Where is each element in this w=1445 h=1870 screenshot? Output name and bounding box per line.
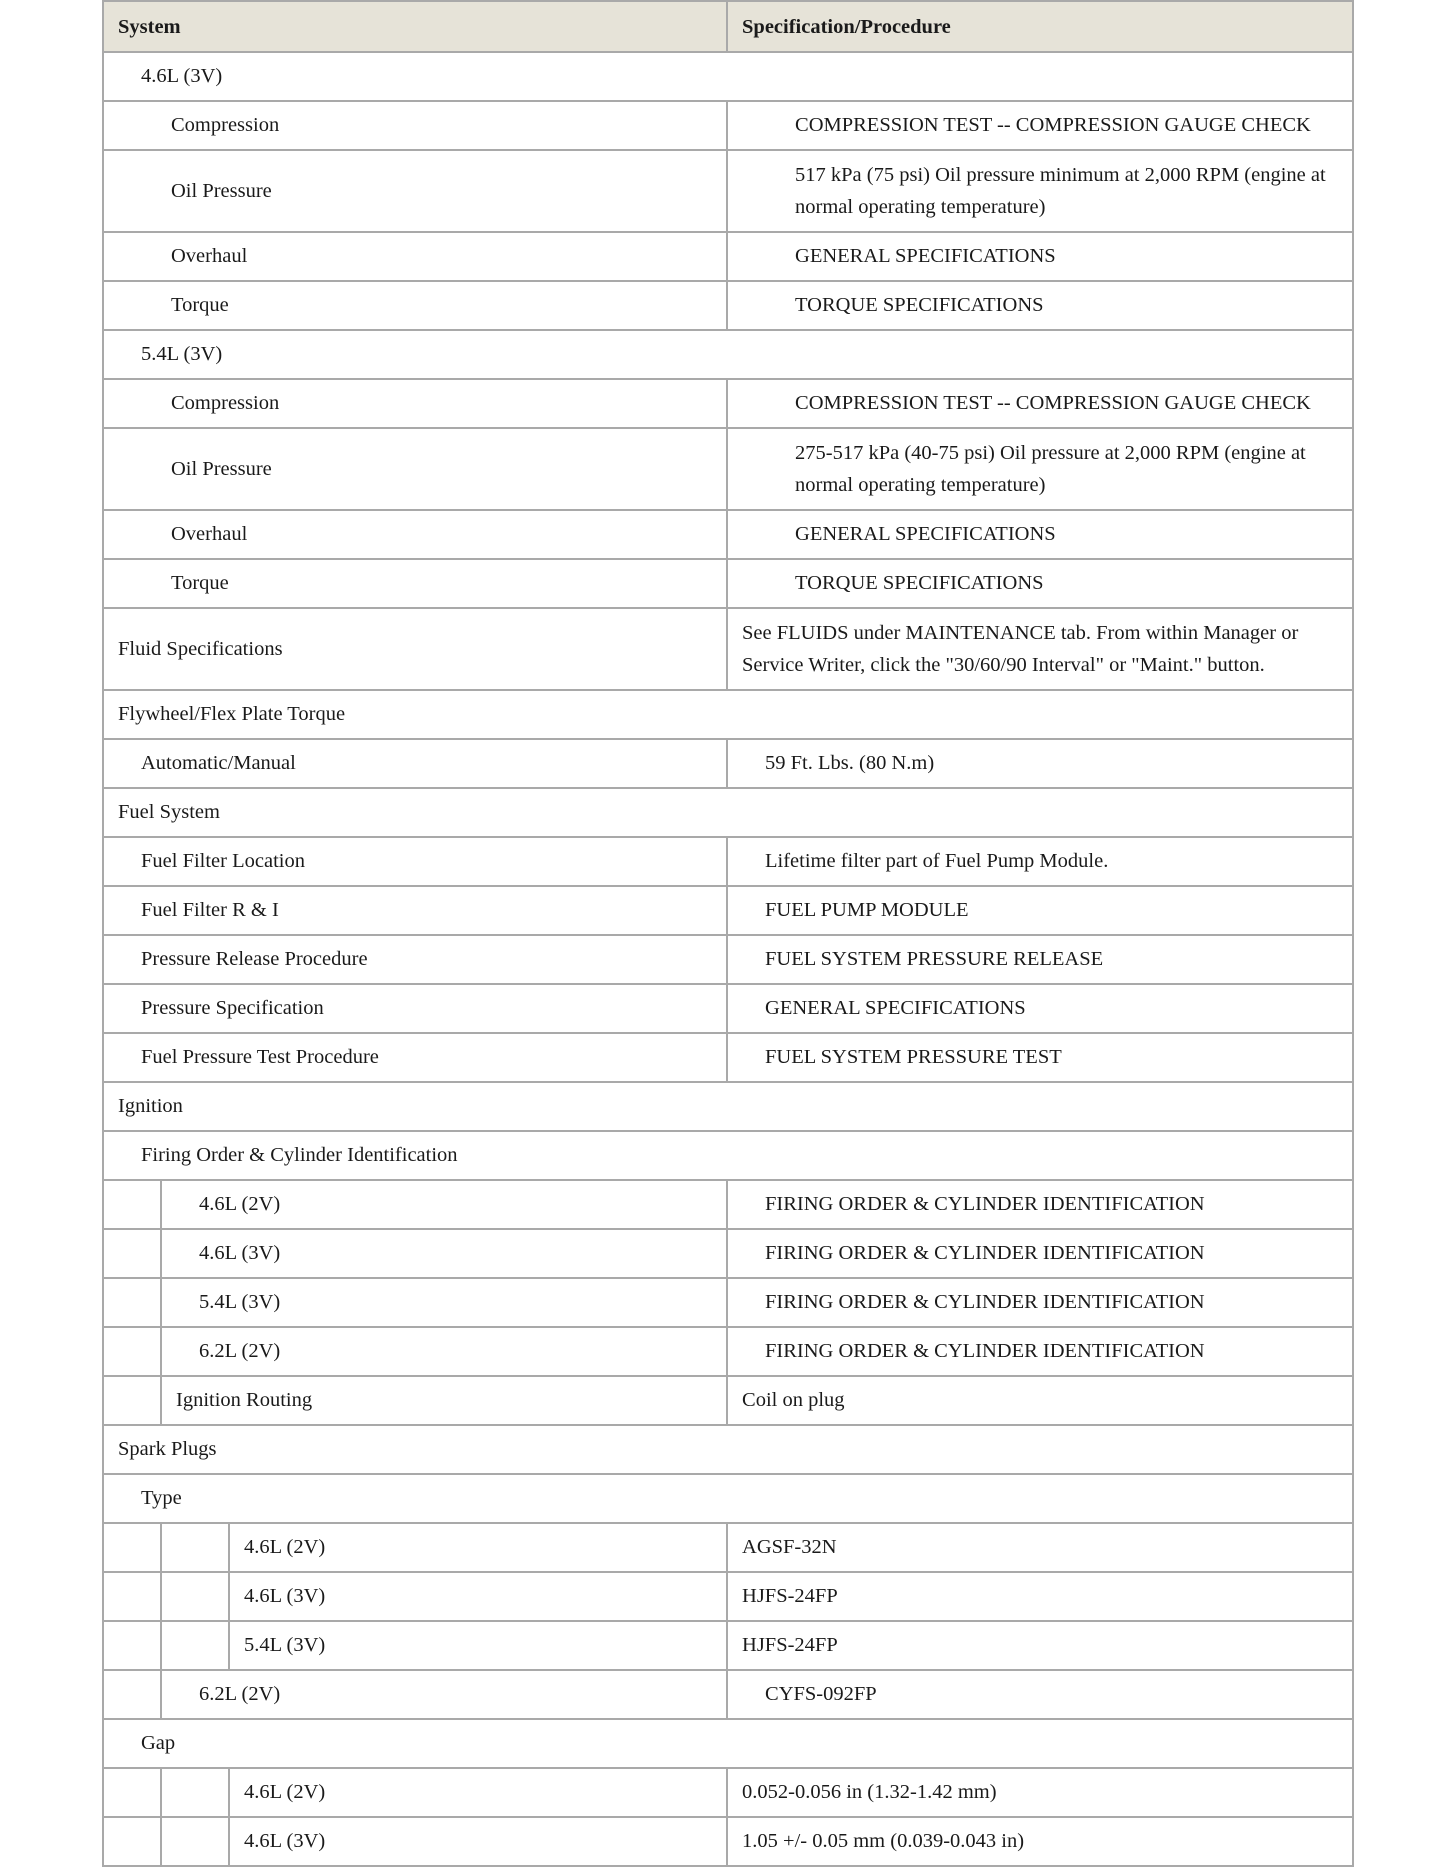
spec-cell: HJFS-24FP	[727, 1572, 1353, 1621]
spec-cell: COMPRESSION TEST -- COMPRESSION GAUGE CHECK	[727, 379, 1353, 428]
table-row	[103, 886, 1353, 935]
table-row	[103, 739, 1353, 788]
indent-cell	[103, 1327, 161, 1376]
table-row	[103, 101, 1353, 150]
group-label: Firing Order & Cylinder Identification	[103, 1131, 1353, 1180]
table-row	[103, 510, 1353, 559]
spec-cell: 275-517 kPa (40-75 psi) Oil pressure at 2,000 RPM (engine at normal operating temperature)	[727, 428, 1353, 510]
indent-cell	[161, 1621, 229, 1670]
spec-cell: FUEL SYSTEM PRESSURE TEST	[727, 1033, 1353, 1082]
system-cell: 6.2L (2V)	[161, 1327, 727, 1376]
indent-cell	[103, 1670, 161, 1719]
table-row	[103, 150, 1353, 232]
table-row	[103, 1278, 1353, 1327]
system-cell: 6.2L (2V)	[161, 1670, 727, 1719]
table-row	[103, 935, 1353, 984]
spec-cell: 517 kPa (75 psi) Oil pressure minimum at 2,000 RPM (engine at normal operating temperature)	[727, 150, 1353, 232]
table-row	[103, 1327, 1353, 1376]
table-row	[103, 1229, 1353, 1278]
table-row	[103, 281, 1353, 330]
system-cell: 5.4L (3V)	[161, 1278, 727, 1327]
system-cell: Compression	[103, 101, 727, 150]
spec-cell: Lifetime filter part of Fuel Pump Module.	[727, 837, 1353, 886]
header-system: System	[103, 1, 727, 52]
spec-cell: HJFS-24FP	[727, 1621, 1353, 1670]
indent-cell	[103, 1229, 161, 1278]
spec-cell: Coil on plug	[727, 1376, 1353, 1425]
system-cell: Torque	[103, 559, 727, 608]
table-row	[103, 1523, 1353, 1572]
table-row	[103, 608, 1353, 690]
group-label: Type	[103, 1474, 1353, 1523]
group-row	[103, 1474, 1353, 1523]
indent-cell	[161, 1572, 229, 1621]
spec-cell: FIRING ORDER & CYLINDER IDENTIFICATION	[727, 1327, 1353, 1376]
spec-body	[103, 52, 1353, 1866]
group-row	[103, 788, 1353, 837]
system-cell: Automatic/Manual	[103, 739, 727, 788]
system-cell: Fuel Pressure Test Procedure	[103, 1033, 727, 1082]
group-row	[103, 1082, 1353, 1131]
group-label: Fuel System	[103, 788, 1353, 837]
group-row	[103, 690, 1353, 739]
system-cell: Pressure Specification	[103, 984, 727, 1033]
indent-cell	[103, 1523, 161, 1572]
system-cell: Fluid Specifications	[103, 608, 727, 690]
table-row	[103, 1621, 1353, 1670]
spec-cell: FUEL PUMP MODULE	[727, 886, 1353, 935]
indent-cell	[103, 1278, 161, 1327]
spec-cell: FIRING ORDER & CYLINDER IDENTIFICATION	[727, 1180, 1353, 1229]
spec-cell: CYFS-092FP	[727, 1670, 1353, 1719]
system-cell: 4.6L (2V)	[229, 1768, 727, 1817]
system-cell: Compression	[103, 379, 727, 428]
spec-cell: TORQUE SPECIFICATIONS	[727, 281, 1353, 330]
system-cell: Overhaul	[103, 232, 727, 281]
indent-cell	[103, 1572, 161, 1621]
system-cell: Fuel Filter Location	[103, 837, 727, 886]
indent-cell	[161, 1817, 229, 1866]
group-label: Ignition	[103, 1082, 1353, 1131]
header-spec: Specification/Procedure	[727, 1, 1353, 52]
spec-cell: 59 Ft. Lbs. (80 N.m)	[727, 739, 1353, 788]
spec-cell: FIRING ORDER & CYLINDER IDENTIFICATION	[727, 1229, 1353, 1278]
spec-cell: GENERAL SPECIFICATIONS	[727, 510, 1353, 559]
group-label: 5.4L (3V)	[103, 330, 1353, 379]
table-row	[103, 559, 1353, 608]
system-cell: 4.6L (3V)	[161, 1229, 727, 1278]
table-row	[103, 1768, 1353, 1817]
spec-table	[102, 0, 1354, 1867]
indent-cell	[103, 1180, 161, 1229]
group-row	[103, 330, 1353, 379]
spec-cell: FUEL SYSTEM PRESSURE RELEASE	[727, 935, 1353, 984]
header-row	[103, 1, 1353, 52]
spec-cell: FIRING ORDER & CYLINDER IDENTIFICATION	[727, 1278, 1353, 1327]
system-cell: 4.6L (3V)	[229, 1817, 727, 1866]
system-cell: Torque	[103, 281, 727, 330]
indent-cell	[103, 1768, 161, 1817]
table-row	[103, 428, 1353, 510]
table-row	[103, 1670, 1353, 1719]
group-row	[103, 1719, 1353, 1768]
system-cell: Overhaul	[103, 510, 727, 559]
table-row	[103, 1572, 1353, 1621]
spec-cell: 0.052-0.056 in (1.32-1.42 mm)	[727, 1768, 1353, 1817]
system-cell: Pressure Release Procedure	[103, 935, 727, 984]
indent-cell	[103, 1376, 161, 1425]
system-cell: 5.4L (3V)	[229, 1621, 727, 1670]
table-row	[103, 1376, 1353, 1425]
system-cell: Oil Pressure	[103, 150, 727, 232]
system-cell: 4.6L (2V)	[161, 1180, 727, 1229]
group-label: 4.6L (3V)	[103, 52, 1353, 101]
system-cell: 4.6L (2V)	[229, 1523, 727, 1572]
table-row	[103, 837, 1353, 886]
system-cell: Oil Pressure	[103, 428, 727, 510]
table-row	[103, 1180, 1353, 1229]
system-cell: 4.6L (3V)	[229, 1572, 727, 1621]
indent-cell	[103, 1817, 161, 1866]
spec-cell: AGSF-32N	[727, 1523, 1353, 1572]
group-row	[103, 1131, 1353, 1180]
table-row	[103, 1033, 1353, 1082]
table-row	[103, 1817, 1353, 1866]
group-label: Flywheel/Flex Plate Torque	[103, 690, 1353, 739]
group-label: Gap	[103, 1719, 1353, 1768]
group-row	[103, 1425, 1353, 1474]
spec-cell: TORQUE SPECIFICATIONS	[727, 559, 1353, 608]
system-cell: Fuel Filter R & I	[103, 886, 727, 935]
table-row	[103, 232, 1353, 281]
table-row	[103, 379, 1353, 428]
group-label: Spark Plugs	[103, 1425, 1353, 1474]
spec-cell: GENERAL SPECIFICATIONS	[727, 984, 1353, 1033]
indent-cell	[103, 1621, 161, 1670]
spec-cell: GENERAL SPECIFICATIONS	[727, 232, 1353, 281]
spec-cell: See FLUIDS under MAINTENANCE tab. From within Manager or Service Writer, click the "30/60/90 Interval" or "Maint." button.	[727, 608, 1353, 690]
spec-cell: 1.05 +/- 0.05 mm (0.039-0.043 in)	[727, 1817, 1353, 1866]
group-row	[103, 52, 1353, 101]
indent-cell	[161, 1523, 229, 1572]
indent-cell	[161, 1768, 229, 1817]
table-row	[103, 984, 1353, 1033]
system-cell: Ignition Routing	[161, 1376, 727, 1425]
spec-cell: COMPRESSION TEST -- COMPRESSION GAUGE CHECK	[727, 101, 1353, 150]
